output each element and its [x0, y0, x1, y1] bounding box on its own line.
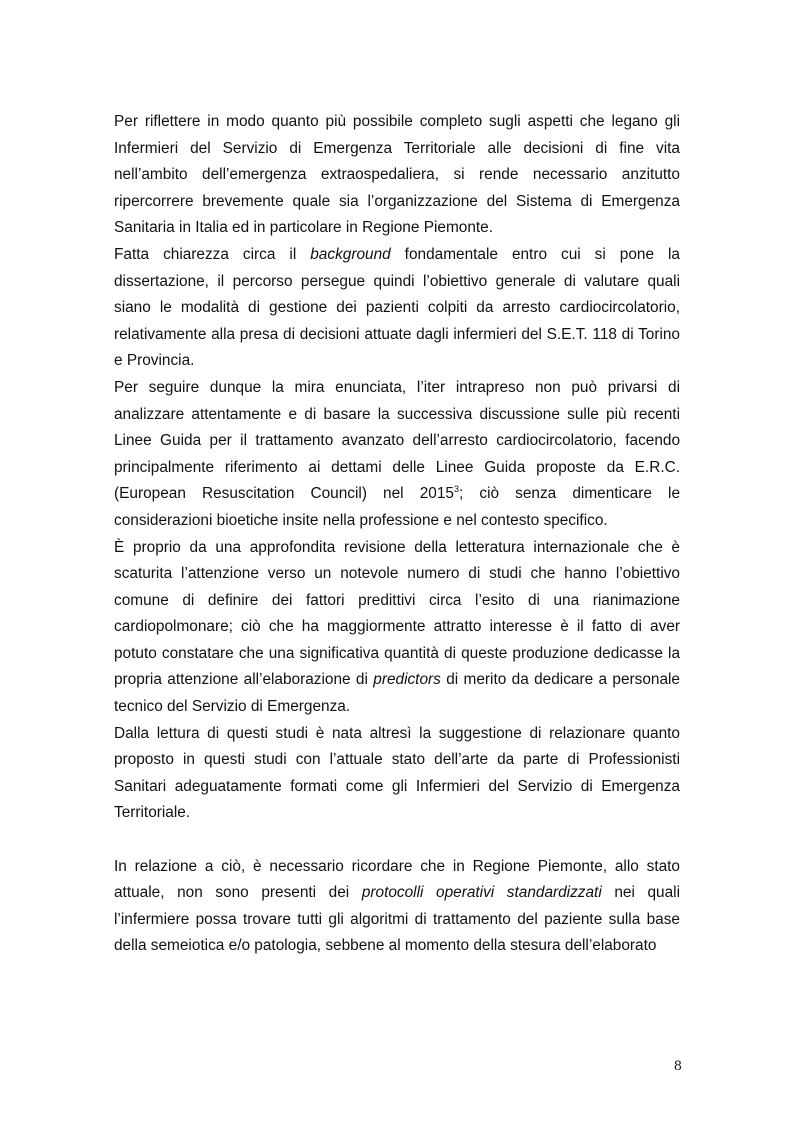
paragraph-1 — [114, 109, 680, 242]
paragraph-6 — [114, 854, 680, 960]
paragraph-1-text: Per riflettere in modo quanto più possibile completo sugli aspetti che legano gli Infermieri del Servizio di Emergenza Territoriale alle decisioni di fine vita nell’ambito dell’emergenza extraospedaliera, si rende necessario anzitutto ripercorrere brevemente quale sia l’organizzazione del Sistema di Emergenza Sanitaria in Italia ed in particolare in Regione Piemonte. — [114, 113, 680, 237]
body-text — [114, 109, 680, 960]
paragraph-2-italic-term: background — [310, 245, 391, 263]
paragraph-4-italic-term: predictors — [373, 671, 441, 689]
paragraph-6-italic-term: protocolli operativi standardizzati — [361, 884, 602, 902]
paragraph-2 — [114, 242, 680, 375]
paragraph-4 — [114, 535, 680, 721]
paragraph-2-text-start: Fatta chiarezza circa il — [114, 245, 311, 263]
paragraph-4-text-start: È proprio da una approfondita revisione della letteratura internazionale che è scaturita l’attenzione verso un notevole numero di studi che hanno l’obiettivo comune di definire dei fattori predittivi circa l’esito di una rianimazione cardiopolmonare; ciò che ha maggiormente attratto interesse è il fatto di aver potuto constatare che una significativa quantità di queste produzione dedicasse la propria attenzione all’elaborazione di — [114, 538, 680, 689]
paragraph-5 — [114, 721, 680, 827]
paragraph-6-text-start: In relazione a ciò, è necessario ricordare che in Regione Piemonte, allo stato attuale, non sono presenti dei — [114, 857, 680, 902]
paragraph-4-text-end: di merito da dedicare a personale tecnico del Servizio di Emergenza. — [114, 671, 680, 716]
page-number: 8 — [673, 1059, 682, 1074]
paragraph-6-text-end: nei quali l’infermiere possa trovare tutti gli algoritmi di trattamento del paziente sulla base della semeiotica e/o patologia, sebbene al momento della stesura dell’elaborato — [114, 884, 681, 955]
footnote-reference: 3 — [453, 484, 459, 495]
paragraph-2-text-end: fondamentale entro cui si pone la dissertazione, il percorso persegue quindi l’obiettivo generale di valutare quali siano le modalità di gestione dei pazienti colpiti da arresto cardiocircolatorio, relativamente alla presa di decisioni attuate dagli infermieri del S.E.T. 118 di Torino e Provincia. — [114, 245, 680, 370]
paragraph-3 — [114, 375, 680, 535]
paragraph-3-text-start: Per seguire dunque la mira enunciata, l’iter intrapreso non può privarsi di analizzare attentamente e di basare la successiva discussione sulle più recenti Linee Guida per il trattamento avanzato dell’arresto cardiocircolatorio, facendo principalmente riferimento ai dettami delle Linee Guida proposte da E.R.C. (European Resuscitation Council) nel 2015 — [114, 378, 680, 503]
paragraph-3-text-end: ; ciò senza dimenticare le considerazioni bioetiche insite nella professione e nel contesto specifico. — [114, 485, 680, 529]
paragraph-5-text: Dalla lettura di questi studi è nata altresì la suggestione di relazionare quanto proposto in questi studi con l’attuale stato dell’arte da parte di Professionisti Sanitari adeguatamente formati come gli Infermieri del Servizio di Emergenza Territoriale. — [114, 724, 680, 822]
